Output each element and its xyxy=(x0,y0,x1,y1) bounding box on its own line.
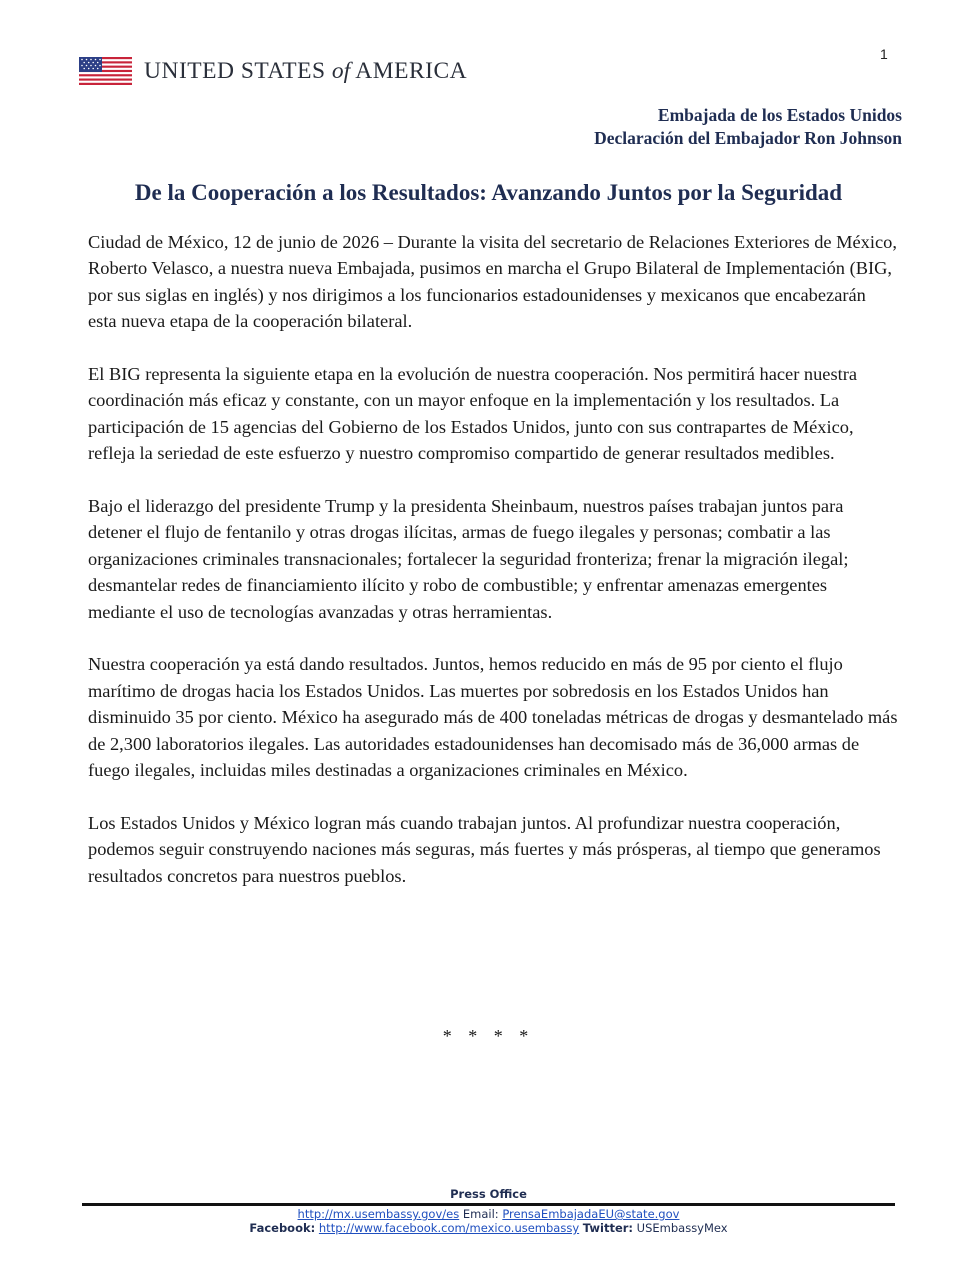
brand-logo xyxy=(79,56,467,86)
embassy-heading xyxy=(594,104,902,150)
facebook-label: Facebook: xyxy=(249,1221,316,1235)
facebook-link[interactable]: http://www.facebook.com/mexico.usembassy xyxy=(318,1221,580,1235)
embassy-name: Embajada de los Estados Unidos xyxy=(657,105,902,125)
footer-title: Press Office xyxy=(450,1187,527,1201)
footer-contact-line xyxy=(0,1207,977,1221)
footer-social-line xyxy=(0,1221,977,1235)
paragraph-2: El BIG representa la siguiente etapa en la evolución de nuestra cooperación. Nos permitirá hacer nuestra coordinación más eficaz y constante, con un mayor enfoque en la implementación y los resultados. La participación de 15 agencias del Gobierno de los Estados Unidos, junto con sus contrapartes de México, refleja la seriedad de este esfuerzo y nuestro compromiso compartido de generar resultados medibles. xyxy=(88,364,858,464)
brand-name-of: of xyxy=(331,57,351,84)
end-mark: * * * * xyxy=(442,1026,535,1046)
email-label: Email: xyxy=(459,1207,503,1221)
paragraph-1: Ciudad de México, 12 de junio de 2026 – Durante la visita del secretario de Relaciones Exteriores de México, Roberto Velasco, a nuestra nueva Embajada, pusimos en marcha el Grupo Bilateral de Implementación (BIG, por sus siglas en inglés) y nos dirigimos a los funcionarios estadounidenses y mexicanos que encabezarán esta nueva etapa de la cooperación bilateral. xyxy=(88,232,897,332)
statement-byline: Declaración del Embajador Ron Johnson xyxy=(594,128,902,148)
page-number: 1 xyxy=(880,46,888,62)
us-flag-icon xyxy=(79,57,132,85)
brand-name-part1: UNITED STATES xyxy=(144,57,332,84)
brand-name-part2: AMERICA xyxy=(350,57,468,84)
footer-divider xyxy=(82,1203,895,1206)
brand-name xyxy=(144,58,467,85)
document-title: De la Cooperación a los Resultados: Avanzando Juntos por la Seguridad xyxy=(134,180,843,205)
paragraph-5: Los Estados Unidos y México logran más cuando trabajan juntos. Al profundizar nuestra cooperación, podemos seguir construyendo naciones más seguras, más fuertes y más prósperas, al tiempo que generamos resultados concretos para nuestros pueblos. xyxy=(88,812,881,886)
twitter-label: Twitter: xyxy=(582,1221,634,1235)
paragraph-4: Nuestra cooperación ya está dando resultados. Juntos, hemos reducido en más de 95 por ciento el flujo marítimo de drogas hacia los Estados Unidos. Las muertes por sobredosis en los Estados Unidos han disminuido 35 por ciento. México ha asegurado más de 400 toneladas métricas de drogas y desmantelado más de 2,300 laboratorios ilegales. Las autoridades estadounidenses han decomisado más de 36,000 armas de fuego ilegales, incluidas miles destinadas a organizaciones criminales en México. xyxy=(88,654,898,781)
website-link[interactable]: http://mx.usembassy.gov/es xyxy=(297,1207,460,1221)
email-link[interactable]: PrensaEmbajadaEU@state.gov xyxy=(502,1207,680,1221)
twitter-handle[interactable]: USEmbassyMex xyxy=(636,1221,728,1235)
document-body xyxy=(88,229,898,915)
paragraph-3: Bajo el liderazgo del presidente Trump y la presidenta Sheinbaum, nuestros países trabajan juntos para detener el flujo de fentanilo y otras drogas ilícitas, armas de fuego ilegales y personas; combatir a las organizaciones criminales transnacionales; fortalecer la seguridad fronteriza; frenar la migración ilegal; desmantelar redes de financiamiento ilícito y robo de combustible; y enfrentar amenazas emergentes mediante el uso de tecnologías avanzadas y otras herramientas. xyxy=(88,496,849,622)
